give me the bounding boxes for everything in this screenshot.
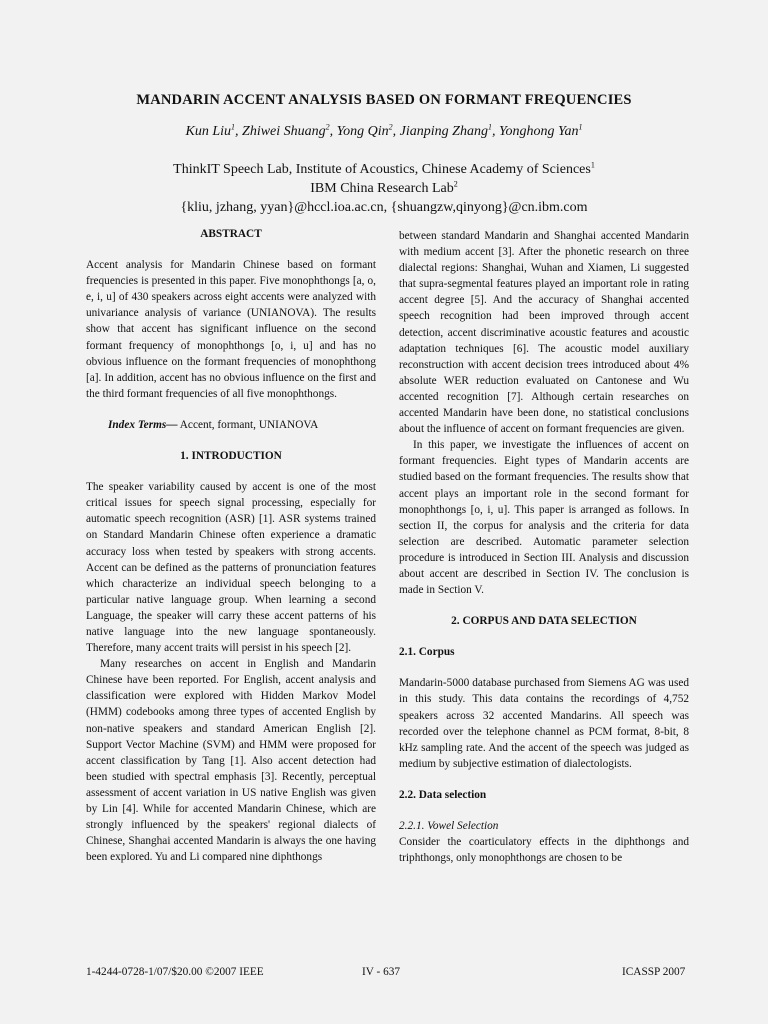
- section-2-2-1-heading: 2.2.1. Vowel Selection: [399, 820, 499, 832]
- section-2-heading: 2. CORPUS AND DATA SELECTION: [451, 615, 637, 628]
- author-name: Kun Liu: [185, 124, 232, 139]
- footer-isbn: 1-4244-0728-1/07/$20.00 ©2007 IEEE: [86, 966, 264, 978]
- left-column: [86, 226, 376, 865]
- affiliations: [0, 160, 768, 217]
- footer-page-number: IV - 637: [362, 966, 401, 978]
- section-2-2-heading: 2.2. Data selection: [399, 788, 487, 801]
- intro-paragraph-2: Many researches on accent in English and Mandarin Chinese have been reported. For English, accent analysis and classification were explored with Hidden Markov Model (HMM) codebooks among three types of accented English by non-native speakers and standard American English [2]. Support Vector Machine (SVM) and HMM were proposed for accent classification by Tang [1]. Also accent detection had been studied with spectral emphasis [3]. Recently, perceptual assessment of accent variation in US native English was given by Lin [4]. While for accented Mandarin Chinese, which are strongly influenced by the speakers' regional dialects of Chinese, Shanghai accented Mandarin is always the one having been explored. Yu and Li compared nine diphthongs: [86, 658, 376, 864]
- intro-paragraph-1: The speaker variability caused by accent is one of the most critical issues for speech signal processing, especially for automatic speech recognition (ASR) [1]. ASR systems trained on Standard Mandarin Chinese often experience a dramatic accuracy loss when tested by speakers with strong accents. Accent can be defined as the patterns of pronunciation features which characterize an individual speech belonging to a particular native language group. When learning a second Language, the speaker will carry these accent patterns of his native language into the new language spontaneously. Therefore, many accent traits will persist in his speech [2].: [86, 481, 376, 655]
- author-name: Yong Qin: [336, 124, 389, 139]
- author-name: Jianping Zhang: [399, 124, 488, 139]
- corpus-paragraph: Mandarin-5000 database purchased from Siemens AG was used in this study. This data contains the recordings of 4,752 speakers across 32 accented Mandarins. All speech was recorded over the telephone channel as PCM format, 8-bit, 8 kHz sampling rate. And the accent of the speech was judged as medium by subjective estimation of dialectologists.: [399, 677, 689, 770]
- author-name: Zhiwei Shuang: [242, 124, 326, 139]
- abstract-heading: ABSTRACT: [200, 228, 262, 240]
- author-name: Yonghong Yan: [498, 124, 579, 139]
- section-2-1-heading: 2.1. Corpus: [399, 646, 455, 659]
- author-emails: {kliu, jzhang, yyan}@hccl.ioa.ac.cn, {shuangzw,qinyong}@cn.ibm.com: [180, 200, 588, 215]
- introduction-heading: 1. INTRODUCTION: [180, 450, 282, 463]
- affiliation-1: ThinkIT Speech Lab, Institute of Acoustics, Chinese Academy of Sciences$^1$: [173, 160, 595, 177]
- intro-paragraph-3: between standard Mandarin and Shanghai accented Mandarin with medium accent [3]. After the phonetic research on three dialectal regions: Shanghai, Wuhan and Xiamen, Li suggested that supra-segmental features played an important role in rating accent degree [5]. And the accuracy of Shanghai accented speech recognition had been improved through accent detection, accent discriminative acoustic features and acoustic adaptation techniques [6]. The acoustic model auxiliary reconstruction with accent decision trees introduced about 4% absolute WER reduction evaluated on Cantonese and Wu accented recognition [7]. Although certain researches on accented Mandarin have been done, no statistical conclusions about the influence of accent on formant frequencies are given.: [399, 230, 689, 436]
- vowel-selection-paragraph: Consider the coarticulatory effects in the diphthongs and triphthongs, only monophthongs are chosen to be: [399, 836, 689, 865]
- abstract-text: Accent analysis for Mandarin Chinese based on formant frequencies is presented in this paper. Five monophthongs [a, o, e, i, u] of 430 speakers across eight accents were analyzed with univariance analysis of variance (UNIANOVA). The results show that accent has significant influence on the second formant frequency of monophthongs [o, i, u] and has no obvious influence on the formant frequencies of monophthong [a]. In addition, accent has no obvious influence on the first and the third formant frequencies of all five monophthongs.: [86, 259, 376, 400]
- affiliation-2: IBM China Research Lab$^2$: [310, 179, 458, 196]
- intro-paragraph-4: In this paper, we investigate the influences of accent on formant frequencies. Eight types of Mandarin accents are studied based on the formant frequencies. The results show that accent plays an important role in the second formant for monophthongs [o, i, u]. This paper is arranged as follows. In section II, the corpus for analysis and the criteria for data selection are described. Automatic parameter selection procedure is introduced in Section III. Analysis and discussion about accent are described in Section IV. The conclusion is made in Section V.: [399, 439, 689, 597]
- author-list: Kun Liu$^1$, Zhiwei Shuang$^2$, Yong Qin$^2$, Jianping Zhang$^1$, Yonghong Yan$^1$: [185, 122, 583, 139]
- footer-conference: ICASSP 2007: [622, 966, 686, 978]
- right-column: [399, 228, 689, 866]
- index-terms: Index Terms— Accent, formant, UNIANOVA: [108, 418, 319, 431]
- paper-title: MANDARIN ACCENT ANALYSIS BASED ON FORMANT FREQUENCIES: [136, 92, 632, 108]
